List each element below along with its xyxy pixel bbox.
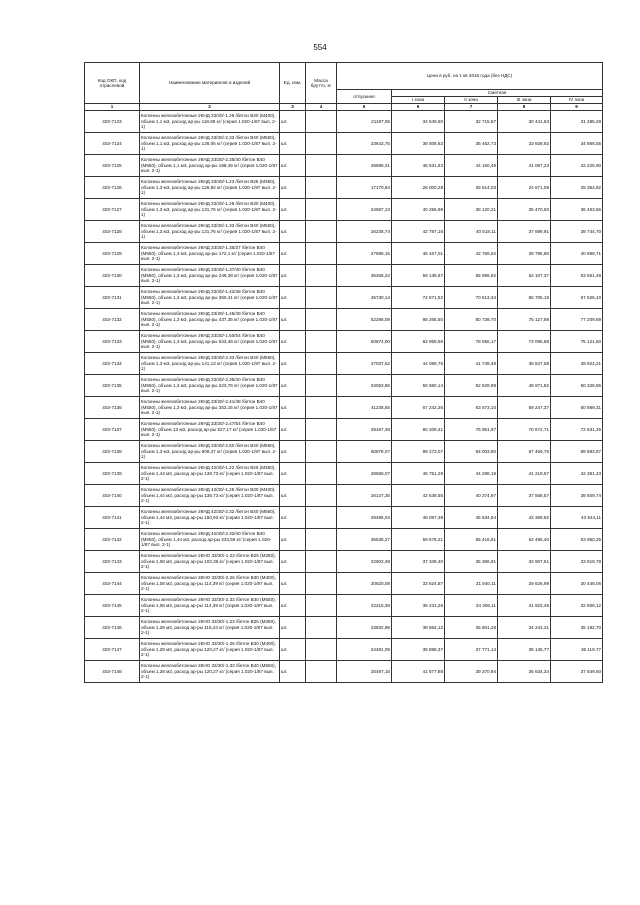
cell-code: 403-7128 (85, 221, 140, 243)
cell-mass (306, 661, 337, 683)
cell-zone-2-price: 32 715,67 (445, 111, 498, 133)
cell-unit: шт. (280, 353, 306, 375)
cell-zone-1-price: 33 624,87 (392, 573, 445, 595)
cell-name: Колонны железобетонные 2КНД 33/30/-1.28 /бетон В30 (М400), объем 1,3 м3, расход ар-ры 131,76 кг/ (серия 1.020-1/87 вып. 2-1) (140, 199, 280, 221)
cell-zone-1-price: 38 864,12 (392, 617, 445, 639)
cell-zone-1-price: 67 242,26 (392, 397, 445, 419)
cell-zone-1-price: 36 231,26 (392, 595, 445, 617)
cell-mass (306, 595, 337, 617)
cell-mass (306, 375, 337, 397)
col-number: 4 (306, 104, 337, 111)
cell-release-price: 24481,09 (337, 639, 392, 661)
cell-zone-3-price: 65 705,19 (498, 287, 551, 309)
header-code: Код ОКП, код отраслевой (85, 63, 140, 104)
cell-unit: шт. (280, 331, 306, 353)
cell-zone-2-price: 80 739,70 (445, 309, 498, 331)
cell-code: 403-7123 (85, 111, 140, 133)
cell-zone-3-price: 36 634,34 (498, 661, 551, 683)
cell-zone-1-price: 55 580,14 (392, 375, 445, 397)
cell-name: Колонны железобетонные 2КНД 42/30/-2.32 /бетон В40 (М550), объем 1,44 м3, расход ар-ры 150,93 кг/ (серия 1.020-1/87 вып. 2-1) (140, 507, 280, 529)
header-release: отпускная (337, 90, 392, 104)
table-row (85, 397, 603, 419)
cell-zone-4-price: 38 609,74 (551, 485, 603, 507)
cell-mass (306, 551, 337, 573)
cell-name: Колонны железобетонные 2КНО 33/30/-2.33 /бетон В40 (М550), объем 1,08 м3, расход ар-ры 114,39 кг/ (серия 1.020-1/87 вып. 2-1) (140, 595, 280, 617)
cell-zone-3-price: 30 441,63 (498, 111, 551, 133)
cell-unit: шт. (280, 617, 306, 639)
cell-zone-4-price: 32 808,12 (551, 595, 603, 617)
cell-unit: шт. (280, 221, 306, 243)
cell-release-price: 28596,31 (337, 155, 392, 177)
cell-zone-3-price: 38 847,58 (498, 353, 551, 375)
cell-zone-1-price: 28 000,28 (392, 177, 445, 199)
cell-zone-2-price: 94 003,80 (445, 441, 498, 463)
cell-mass (306, 419, 337, 441)
table-row (85, 485, 603, 507)
col-number: 1 (85, 104, 140, 111)
cell-mass (306, 155, 337, 177)
cell-name: Колонны железобетонные 2КНО 33/30/-1.23 /бетон В25 (М350), объем 1,28 м3, расход ар-ры 115,44 кг/ (серия 1.020-1/87 вып. 2-1) (140, 617, 280, 639)
table-row (85, 155, 603, 177)
table-row (85, 353, 603, 375)
cell-release-price: 27037,52 (337, 353, 392, 375)
cell-unit: шт. (280, 419, 306, 441)
cell-zone-3-price: 33 928,92 (498, 133, 551, 155)
cell-unit: шт. (280, 661, 306, 683)
cell-zone-3-price: 52 107,37 (498, 265, 551, 287)
cell-release-price: 17170,84 (337, 177, 392, 199)
cell-name: Колонны железобетонные 2КНД 33/30/-1.26 /бетон В30 (М400), объем 1,1 м3, расход ар-ры 118,69 кг/ (серия 1.020-1/87 вып. 2-1) (140, 111, 280, 133)
table-row (85, 287, 603, 309)
cell-release-price: 27696,15 (337, 243, 392, 265)
cell-zone-1-price: 37 348,40 (392, 551, 445, 573)
cell-zone-1-price: 38 506,62 (392, 133, 445, 155)
cell-zone-2-price: 56 416,81 (445, 529, 498, 551)
header-name: Наименование материалов и изделий (140, 63, 280, 104)
cell-zone-4-price: 36 453,56 (551, 199, 603, 221)
col-number: 7 (445, 104, 498, 111)
table-row (85, 243, 603, 265)
cell-zone-3-price: 32 907,51 (498, 551, 551, 573)
cell-mass (306, 177, 337, 199)
header-zone-1: I зона (392, 97, 445, 104)
cell-unit: шт. (280, 111, 306, 133)
cell-release-price: 26147,35 (337, 485, 392, 507)
cell-unit: шт. (280, 375, 306, 397)
cell-name: Колонны железобетонные 2КНД 33/30/-2.41/48 /бетон В40 (М550), объем 1,3 м3, расход ар-ры 353,15 кг/ (серия 1.020-1/87 вып. 2-1) (140, 397, 280, 419)
cell-mass (306, 221, 337, 243)
cell-zone-2-price: 40 518,11 (445, 221, 498, 243)
cell-release-price: 20620,08 (337, 573, 392, 595)
page-number: 554 (313, 43, 327, 52)
cell-zone-2-price: 37 771,14 (445, 639, 498, 661)
cell-zone-4-price: 33 819,78 (551, 551, 603, 573)
cell-zone-3-price: 87 469,76 (498, 441, 551, 463)
cell-name: Колонны железобетонные 2КНД 33/30/-2.35/40 /бетон В40 (М550), объем 1,3 м3, расход ар-ры 223,76 кг/ (серия 1.020-1/87 вып. 2-1) (140, 375, 280, 397)
cell-zone-2-price: 26 514,03 (445, 177, 498, 199)
cell-unit: шт. (280, 463, 306, 485)
table-row (85, 375, 603, 397)
cell-code: 403-7127 (85, 199, 140, 221)
cell-zone-1-price: 42 787,16 (392, 221, 445, 243)
cell-mass (306, 507, 337, 529)
cell-release-price: 22903,49 (337, 551, 392, 573)
cell-zone-3-price: 35 145,77 (498, 639, 551, 661)
col-number: 9 (551, 104, 603, 111)
cell-code: 403-7132 (85, 309, 140, 331)
cell-zone-4-price: 77 209,69 (551, 309, 603, 331)
cell-zone-2-price: 44 150,49 (445, 155, 498, 177)
cell-zone-1-price: 59 578,21 (392, 529, 445, 551)
cell-code: 403-7131 (85, 287, 140, 309)
cell-zone-3-price: 70 672,71 (498, 419, 551, 441)
cell-zone-3-price: 39 796,80 (498, 243, 551, 265)
cell-zone-4-price: 67 526,10 (551, 287, 603, 309)
cell-name: Колонны железобетонные 2КНД 33/30/-2.33 /бетон В40 (М550), объем 1,1 м3, расход ар-ры 128,05 кг/ (серия 1.020-1/87 вып. 2-1) (140, 133, 280, 155)
cell-name: Колонны железобетонные 2КНД 33/30/-1.23 /бетон В25 (М350), объем 1,3 м3, расход ар-ры 126,92 кг/ (серия 1.020-1/87 вып. 2-1) (140, 177, 280, 199)
cell-unit: шт. (280, 177, 306, 199)
table-row (85, 463, 603, 485)
cell-unit: шт. (280, 287, 306, 309)
cell-zone-4-price: 53 551,49 (551, 265, 603, 287)
cell-code: 403-7134 (85, 353, 140, 375)
table-row (85, 265, 603, 287)
cell-zone-2-price: 78 556,17 (445, 331, 498, 353)
header-zone-2: II зона (445, 97, 498, 104)
cell-mass (306, 529, 337, 551)
cell-unit: шт. (280, 199, 306, 221)
cell-release-price: 49167,49 (337, 419, 392, 441)
cell-zone-4-price: 35 192,70 (551, 617, 603, 639)
cell-zone-2-price: 35 366,91 (445, 551, 498, 573)
table-row (85, 551, 603, 573)
col-number: 2 (140, 104, 280, 111)
cell-zone-4-price: 40 899,71 (551, 243, 603, 265)
cell-zone-2-price: 55 999,82 (445, 265, 498, 287)
cell-zone-2-price: 75 951,97 (445, 419, 498, 441)
cell-release-price: 22215,39 (337, 595, 392, 617)
cell-zone-1-price: 59 139,67 (392, 265, 445, 287)
cell-release-price: 26235,74 (337, 221, 392, 243)
cell-mass (306, 441, 337, 463)
table-body (85, 111, 603, 683)
cell-mass (306, 463, 337, 485)
cell-mass (306, 287, 337, 309)
table-row (85, 617, 603, 639)
cell-mass (306, 397, 337, 419)
header-estimated: Сметная (392, 90, 603, 97)
cell-name: Колонны железобетонные 2КНД 33/30/-2.33 /бетон В40 (М550), объем 1,3 м3, расход ар-ры 141,13 кг/ (серия 1.020-1/87 вып. 2-1) (140, 353, 280, 375)
cell-zone-1-price: 85 265,50 (392, 309, 445, 331)
cell-code: 403-7141 (85, 507, 140, 529)
cell-release-price: 23643,75 (337, 133, 392, 155)
cell-zone-1-price: 99 273,07 (392, 441, 445, 463)
cell-code: 403-7147 (85, 639, 140, 661)
cell-zone-3-price: 37 568,57 (498, 485, 551, 507)
cell-zone-2-price: 52 629,99 (445, 375, 498, 397)
cell-zone-4-price: 31 285,29 (551, 111, 603, 133)
table-row (85, 573, 603, 595)
cell-code: 403-7143 (85, 551, 140, 573)
cell-zone-3-price: 37 699,91 (498, 221, 551, 243)
cell-zone-1-price: 82 959,56 (392, 331, 445, 353)
cell-zone-2-price: 36 801,28 (445, 617, 498, 639)
cell-release-price: 34063,86 (337, 375, 392, 397)
cell-release-price: 24687,13 (337, 199, 392, 221)
cell-zone-1-price: 39 888,37 (392, 639, 445, 661)
col-number: 6 (392, 104, 445, 111)
cell-mass (306, 133, 337, 155)
cell-zone-2-price: 34 306,11 (445, 595, 498, 617)
header-zone-4: IV зона (551, 97, 603, 104)
cell-zone-4-price: 53 950,25 (551, 529, 603, 551)
cell-zone-4-price: 30 448,06 (551, 573, 603, 595)
table-row (85, 309, 603, 331)
cell-zone-4-price: 34 868,55 (551, 133, 603, 155)
cell-zone-4-price: 60 889,31 (551, 397, 603, 419)
cell-release-price: 29485,04 (337, 507, 392, 529)
cell-name: Колонны железобетонные 2КНО 33/30/-2.26 /бетон В30 (М400), объем 1,08 м3, расход ар-ры 114,39 кг/ (серия 1.020-1/87 вып. 2-1) (140, 573, 280, 595)
cell-code: 403-7142 (85, 529, 140, 551)
cell-release-price: 52286,09 (337, 309, 392, 331)
cell-name: Колонны железобетонные 2КНД 33/30/-1.35/37 /бетон В40 (М550), объем 1,3 м3, расход ар-ры 172,1 кг/ (серия 1.020-1/87 вып. 2-1) (140, 243, 280, 265)
cell-zone-3-price: 52 495,40 (498, 529, 551, 551)
cell-zone-1-price: 45 167,01 (392, 243, 445, 265)
cell-code: 403-7129 (85, 243, 140, 265)
cell-release-price: 41235,55 (337, 397, 392, 419)
cell-zone-3-price: 75 127,98 (498, 309, 551, 331)
cell-unit: шт. (280, 485, 306, 507)
cell-zone-4-price: 37 649,60 (551, 661, 603, 683)
cell-zone-2-price: 36 462,73 (445, 133, 498, 155)
cell-zone-1-price: 34 549,50 (392, 111, 445, 133)
cell-code: 403-7130 (85, 265, 140, 287)
table-row (85, 419, 603, 441)
cell-release-price: 25497,15 (337, 661, 392, 683)
cell-name: Колонны железобетонные 2КНД 33/30/-2.47/54 /бетон В40 (М550), объем 13 м3, расход ар-ры 527,17 кг/ (серия 1.020-1/87 вып. 2-1) (140, 419, 280, 441)
cell-name: Колонны железобетонные 2КНД 33/30/-1.42/48 /бетон В40 (М550), объем 1,3 м3, расход ар-ры 360,41 кг/ (серия 1.020-1/87 вып. 2-1) (140, 287, 280, 309)
cell-zone-2-price: 31 840,11 (445, 573, 498, 595)
cell-release-price: 28668,07 (337, 463, 392, 485)
cell-release-price: 21187,06 (337, 111, 392, 133)
header-mass: Масса брутто, кг (306, 63, 337, 104)
cell-name: Колонны железобетонные 2КНД 33/30/-2.50 /бетон В40 (М550), объем 1,3 м3, расход ар-ры 609,47 кг/ (серия 1.020-1/87 вып. 2-1) (140, 441, 280, 463)
table-row (85, 441, 603, 463)
cell-zone-3-price: 48 971,82 (498, 375, 551, 397)
cell-zone-3-price: 41 219,57 (498, 463, 551, 485)
cell-code: 403-7140 (85, 485, 140, 507)
cell-zone-1-price: 46 531,63 (392, 155, 445, 177)
cell-unit: шт. (280, 397, 306, 419)
cell-mass (306, 243, 337, 265)
cell-zone-2-price: 38 120,21 (445, 199, 498, 221)
cell-unit: шт. (280, 309, 306, 331)
cell-zone-3-price: 29 626,99 (498, 573, 551, 595)
cell-name: Колонны железобетонные 2КНД 33/30/-1.50/54 /бетон В40 (М550), объем 1,3 м3, расход ар-ры 533,48 кг/ (серия 1.020-1/87 вып. 2-1) (140, 331, 280, 353)
col-number: 3 (280, 104, 306, 111)
cell-code: 403-7135 (85, 375, 140, 397)
cell-zone-4-price: 50 328,96 (551, 375, 603, 397)
cell-mass (306, 639, 337, 661)
cell-code: 403-7148 (85, 661, 140, 683)
cell-unit: шт. (280, 573, 306, 595)
cell-mass (306, 617, 337, 639)
cell-mass (306, 265, 337, 287)
cell-release-price: 36536,27 (337, 529, 392, 551)
cell-zone-4-price: 38 744,70 (551, 221, 603, 243)
cell-code: 403-7144 (85, 573, 140, 595)
cell-unit: шт. (280, 133, 306, 155)
cell-unit: шт. (280, 639, 306, 661)
cell-zone-2-price: 70 613,34 (445, 287, 498, 309)
cell-zone-3-price: 24 671,09 (498, 177, 551, 199)
cell-zone-4-price: 25 354,82 (551, 177, 603, 199)
cell-name: Колонны железобетонные 2КНД 33/30/-1.45/49 /бетон В40 (М550), объем 1,3 м3, расход ар-ры 437,35 кг/ (серия 1.020-1/87 вып. 2-1) (140, 309, 280, 331)
cell-zone-1-price: 74 571,52 (392, 287, 445, 309)
cell-name: Колонны железобетонные 2КНО 33/30/-1.23 /бетон В25 (М350), объем 1,08 м3, расход ар-ры 102,36 кг/ (серия 1.020-1/87 вып. 2-1) (140, 551, 280, 573)
cell-code: 403-7125 (85, 155, 140, 177)
cell-zone-1-price: 41 577,88 (392, 661, 445, 683)
cell-unit: шт. (280, 441, 306, 463)
cell-zone-3-price: 42 369,92 (498, 507, 551, 529)
cell-zone-3-price: 41 087,23 (498, 155, 551, 177)
cell-zone-2-price: 40 374,97 (445, 485, 498, 507)
cell-zone-1-price: 40 256,99 (392, 199, 445, 221)
cell-zone-4-price: 42 361,43 (551, 463, 603, 485)
cell-name: Колонны железобетонные 2КНД 42/30/-1.22 /бетон В25 (М350), объем 1,44 м3, расход ар-ры 138,73 кг/ (серия 1.020-1/87 вып. 2-1) (140, 463, 280, 485)
col-number: 8 (498, 104, 551, 111)
cell-code: 403-7145 (85, 595, 140, 617)
table-row (85, 199, 603, 221)
table-row (85, 177, 603, 199)
cell-name: Колонны железобетонные 2КНД 42/30/-2.32/40 /бетон В40 (М550), объем 1,44 м3, расход ар-ры 233,56 кг/ (серия 1.020-1/87 вып. 2-1) (140, 529, 280, 551)
table-row (85, 661, 603, 683)
cell-unit: шт. (280, 155, 306, 177)
cell-code: 403-7126 (85, 177, 140, 199)
cell-zone-1-price: 80 209,41 (392, 419, 445, 441)
cell-mass (306, 331, 337, 353)
cell-zone-1-price: 42 638,55 (392, 485, 445, 507)
cell-zone-3-price: 31 923,45 (498, 595, 551, 617)
cell-release-price: 60878,07 (337, 441, 392, 463)
cell-code: 403-7124 (85, 133, 140, 155)
cell-zone-1-price: 48 087,39 (392, 507, 445, 529)
cell-mass (306, 353, 337, 375)
cell-zone-1-price: 44 089,76 (392, 353, 445, 375)
cell-zone-2-price: 41 749,48 (445, 353, 498, 375)
cell-name: Колонны железобетонные 2КНД 42/30/-1.25 /бетон В30 (М400), объем 1,44 м3, расход ар-ры 138,73 кг/ (серия 1.020-1/87 вып. 2-1) (140, 485, 280, 507)
cell-unit: шт. (280, 551, 306, 573)
cell-zone-3-price: 73 095,88 (498, 331, 551, 353)
cell-zone-4-price: 72 631,26 (551, 419, 603, 441)
cell-mass (306, 111, 337, 133)
table-row (85, 507, 603, 529)
cell-name: Колонны железобетонные 2КНД 33/30/-1.37/40 /бетон В40 (М550), объем 1,3 м3, расход ар-ры 249,39 кг/ (серия 1.020-1/87 вып. 2-1) (140, 265, 280, 287)
cell-zone-3-price: 34 243,31 (498, 617, 551, 639)
cell-zone-1-price: 46 751,29 (392, 463, 445, 485)
header-unit: Ед. изм. (280, 63, 306, 104)
cell-mass (306, 485, 337, 507)
cell-zone-2-price: 39 370,94 (445, 661, 498, 683)
cell-unit: шт. (280, 529, 306, 551)
table-row (85, 331, 603, 353)
cell-mass (306, 573, 337, 595)
cell-unit: шт. (280, 507, 306, 529)
cell-zone-2-price: 44 298,19 (445, 463, 498, 485)
header-zone-3: III зона (498, 97, 551, 104)
cell-zone-4-price: 43 544,11 (551, 507, 603, 529)
cell-release-price: 50874,00 (337, 331, 392, 353)
cell-zone-4-price: 42 225,90 (551, 155, 603, 177)
cell-name: Колонны железобетонные 2КНО 33/30/-1.33 /бетон В40 (М550), объем 1,28 м3, расход ар-ры 120,27 кг/ (серия 1.020-1/87 вып. 2-1) (140, 661, 280, 683)
cell-code: 403-7146 (85, 617, 140, 639)
cell-zone-4-price: 36 119,77 (551, 639, 603, 661)
table-row (85, 595, 603, 617)
cell-name: Колонны железобетонные 2КНД 33/30/-1.33 /бетон В40 (М550), объем 1,3 м3, расход ар-ры 131,76 кг/ (серия 1.020-1/87 вып. 2-1) (140, 221, 280, 243)
cell-unit: шт. (280, 243, 306, 265)
cell-zone-2-price: 42 769,62 (445, 243, 498, 265)
cell-zone-4-price: 39 924,21 (551, 353, 603, 375)
table-row (85, 221, 603, 243)
cell-unit: шт. (280, 265, 306, 287)
table-row (85, 133, 603, 155)
cell-zone-4-price: 75 121,60 (551, 331, 603, 353)
cell-zone-3-price: 35 470,50 (498, 199, 551, 221)
cell-mass (306, 199, 337, 221)
cell-zone-2-price: 63 673,10 (445, 397, 498, 419)
table-row (85, 111, 603, 133)
price-table (84, 62, 603, 683)
table-row (85, 639, 603, 661)
cell-name: Колонны железобетонные 2КНД 33/30/-2.35/40 /бетон В40 (М550), объем 1,1 м3, расход ар-ры 188,49 кг/ (серия 1.020-1/87 вып. 2-1) (140, 155, 280, 177)
cell-release-price: 36266,22 (337, 265, 392, 287)
cell-code: 403-7137 (85, 419, 140, 441)
cell-code: 403-7136 (85, 397, 140, 419)
col-number: 5 (337, 104, 392, 111)
cell-unit: шт. (280, 595, 306, 617)
cell-release-price: 23832,99 (337, 617, 392, 639)
header-price-title: Цена в руб. на 1 кв 2016 года (без НДС) (337, 63, 603, 90)
cell-code: 403-7138 (85, 441, 140, 463)
cell-mass (306, 309, 337, 331)
cell-code: 403-7133 (85, 331, 140, 353)
cell-zone-4-price: 89 893,87 (551, 441, 603, 463)
cell-code: 403-7139 (85, 463, 140, 485)
table-row (85, 529, 603, 551)
cell-release-price: 45730,14 (337, 287, 392, 309)
cell-zone-3-price: 59 247,37 (498, 397, 551, 419)
cell-name: Колонны железобетонные 2КНО 33/30/-1.26 /бетон В30 (М400), объем 1,28 м3, расход ар-ры 120,27 кг/ (серия 1.020-1/87 вып. 2-1) (140, 639, 280, 661)
cell-zone-2-price: 45 534,94 (445, 507, 498, 529)
